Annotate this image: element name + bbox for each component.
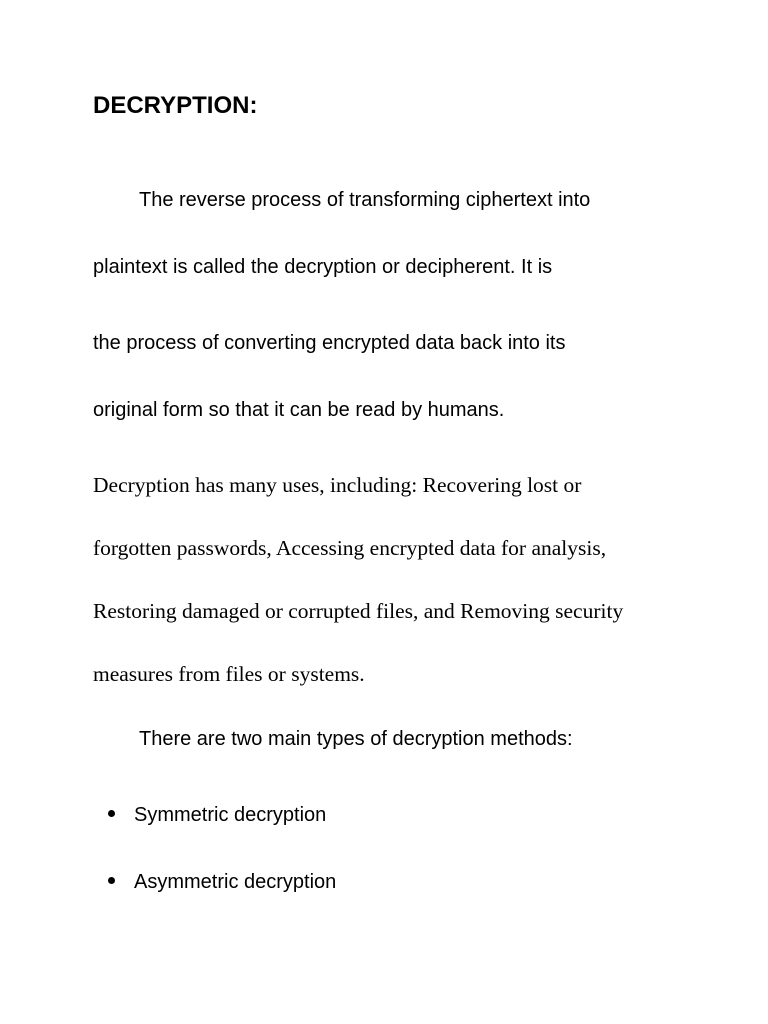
paragraph-line: the process of converting encrypted data back into its bbox=[93, 332, 566, 354]
paragraph-line: plaintext is called the decryption or decipherent. It is bbox=[93, 256, 553, 278]
list-item-label: Symmetric decryption bbox=[134, 804, 327, 826]
paragraph-line: forgotten passwords, Accessing encrypted data for analysis, bbox=[93, 536, 607, 560]
paragraph-line: Decryption has many uses, including: Recovering lost or bbox=[93, 473, 582, 497]
paragraph-line: There are two main types of decryption methods: bbox=[139, 728, 573, 750]
list-item bbox=[108, 872, 336, 892]
list-item bbox=[108, 805, 326, 825]
paragraph-line: The reverse process of transforming ciphertext into bbox=[139, 189, 591, 211]
bullet-icon bbox=[108, 877, 115, 884]
paragraph-line: original form so that it can be read by humans. bbox=[93, 399, 505, 421]
paragraph-line: measures from files or systems. bbox=[93, 662, 365, 686]
bullet-icon bbox=[108, 810, 115, 817]
list-item-label: Asymmetric decryption bbox=[134, 871, 337, 893]
page-title: DECRYPTION: bbox=[93, 92, 258, 119]
paragraph-line: Restoring damaged or corrupted files, and Removing security bbox=[93, 599, 624, 623]
